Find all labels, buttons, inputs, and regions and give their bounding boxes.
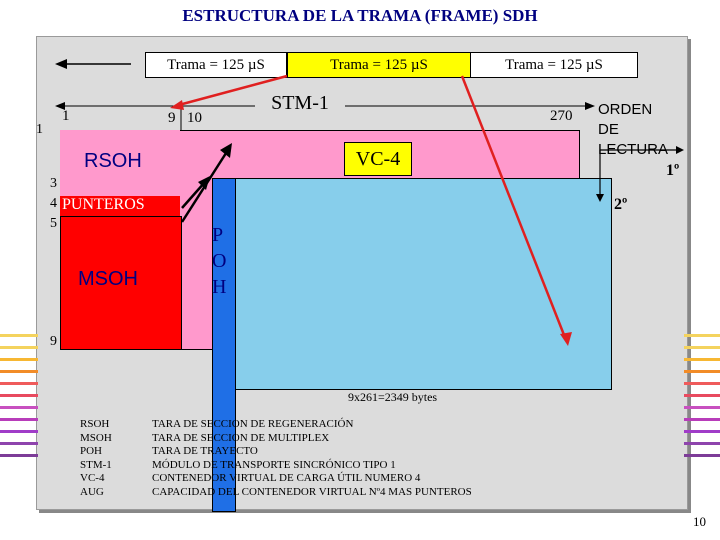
second-order-label: 2º <box>614 196 628 213</box>
reading-order-line3: LECTURA <box>598 141 669 158</box>
frame-right-label: Trama = 125 µS <box>505 57 603 73</box>
reading-order-line1: ORDEN <box>598 101 653 118</box>
legend-abbreviations <box>80 418 112 499</box>
legend-abbr: MSOH <box>80 431 112 444</box>
stm1-label: STM-1 <box>255 92 345 116</box>
row-label-1: 1 <box>36 122 43 137</box>
legend-desc: CONTENEDOR VIRTUAL DE CARGA ÚTIL NUMERO 4 <box>152 472 421 484</box>
legend-desc: CAPACIDAD DEL CONTENEDOR VIRTUAL Nº4 MAS PUNTEROS <box>152 485 472 498</box>
legend-abbr: VC-4 <box>80 472 105 484</box>
col-label-9: 9 <box>168 110 176 126</box>
first-order-label: 1º <box>666 162 680 179</box>
poh-letter: P <box>212 224 224 246</box>
page-number: 10 <box>693 514 706 529</box>
poh-letter: O <box>212 250 227 272</box>
page-title: ESTRUCTURA DE LA TRAMA (FRAME) SDH <box>182 6 538 25</box>
col-label-1: 1 <box>62 108 70 124</box>
legend-desc: TARA DE SECCION DE REGENERACIÓN <box>152 418 354 430</box>
legend-descriptions <box>152 418 472 499</box>
legend-desc: MÓDULO DE TRANSPORTE SINCRÓNICO TIPO 1 <box>152 458 396 471</box>
frame-left-label: Trama = 125 µS <box>167 57 265 73</box>
vc4-label: VC-4 <box>344 142 412 176</box>
legend-abbr: STM-1 <box>80 458 112 471</box>
frame-middle-label: Trama = 125 µS <box>330 57 428 73</box>
legend-abbr: RSOH <box>80 418 110 430</box>
decorative-stripes-left <box>0 334 38 464</box>
bytes-label: 9x261=2349 bytes <box>348 390 438 404</box>
row-label-3: 3 <box>50 176 57 191</box>
row-label-9: 9 <box>50 334 57 349</box>
legend-abbr: AUG <box>80 485 104 498</box>
legend-desc: TARA DE TRAYECTO <box>152 445 258 457</box>
reading-order-line2: DE <box>598 121 619 138</box>
msoh-label: MSOH <box>78 268 138 290</box>
poh-letter: H <box>212 276 227 298</box>
rsoh-label: RSOH <box>84 150 142 172</box>
legend-abbr: POH <box>80 445 103 457</box>
decorative-stripes-right <box>684 334 720 464</box>
legend-desc: TARA DE SECCION DE MULTIPLEX <box>152 431 330 444</box>
col-label-10: 10 <box>187 110 202 126</box>
punteros-label: PUNTEROS <box>62 196 145 213</box>
row-label-5: 5 <box>50 216 57 231</box>
row-label-4: 4 <box>50 196 57 211</box>
col-label-270: 270 <box>550 108 573 124</box>
